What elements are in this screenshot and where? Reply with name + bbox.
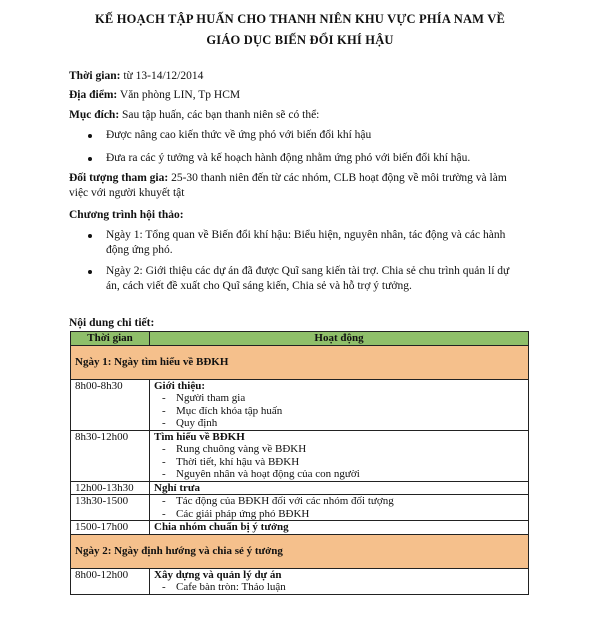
time-label: Thời gian: bbox=[69, 70, 121, 82]
program-bullet-cont: án, cách viết đề xuất cho Quĩ sáng kiến, Chia sẻ và hỗ trợ ý tưởng. bbox=[106, 280, 412, 292]
activity-item: - Các giải pháp ứng phó BĐKH bbox=[162, 507, 310, 520]
time-value: từ 13-14/12/2014 bbox=[120, 70, 204, 82]
purpose-bullet: Được nâng cao kiến thức về ứng phó với biến đổi khí hậu bbox=[106, 129, 372, 141]
table-row bbox=[71, 481, 529, 495]
table-row bbox=[71, 568, 529, 594]
purpose-bullet: Đưa ra các ý tưởng và kế hoạch hành động nhằm ứng phó với biến đổi khí hậu. bbox=[106, 152, 471, 164]
document-title-line-1: KẾ HOẠCH TẬP HUẤN CHO THANH NIÊN KHU VỰC PHÍA NAM VỀ bbox=[94, 12, 506, 26]
table-row bbox=[71, 379, 529, 430]
table-row bbox=[71, 495, 529, 521]
schedule-table bbox=[70, 331, 529, 595]
activity-item: - Quy định bbox=[162, 417, 218, 429]
day-row bbox=[71, 534, 529, 568]
bullet-icon bbox=[86, 229, 97, 243]
activity-item: - Rung chuông vàng về BĐKH bbox=[162, 443, 307, 455]
time-cell: 8h00-12h00 bbox=[71, 568, 150, 594]
activity-cell bbox=[150, 379, 529, 430]
day-row bbox=[71, 345, 529, 379]
activity-cell: Chia nhóm chuẩn bị ý tưởng bbox=[150, 521, 529, 535]
time-cell: 12h00-13h30 bbox=[71, 481, 150, 495]
time-cell: 13h30-1500 bbox=[71, 495, 150, 521]
activity-item: - Thời tiết, khí hậu và BĐKH bbox=[162, 455, 300, 468]
purpose-line bbox=[69, 108, 319, 122]
activity-title: Xây dựng và quản lý dự án bbox=[154, 568, 282, 581]
activity-cell: Nghỉ trưa bbox=[150, 481, 529, 495]
purpose-value: Sau tập huấn, các bạn thanh niên sẽ có thể: bbox=[119, 109, 320, 121]
audience-line-2: việc với người khuyết tật bbox=[69, 187, 185, 199]
detail-heading: Nội dung chi tiết: bbox=[69, 317, 155, 329]
audience-line bbox=[69, 171, 507, 185]
time-cell: 1500-17h00 bbox=[71, 521, 150, 535]
activity-item: - Nguyên nhân và hoạt động của con người bbox=[162, 468, 360, 480]
program-heading: Chương trình hội thảo: bbox=[69, 209, 184, 221]
time-cell: 8h00-8h30 bbox=[71, 379, 150, 430]
day-1-label: Ngày 1: Ngày tìm hiểu về BĐKH bbox=[71, 345, 529, 379]
activity-item: - Tác động của BĐKH đối với các nhóm đối tượng bbox=[162, 495, 394, 507]
time-cell: 8h30-12h00 bbox=[71, 430, 150, 481]
bullet-icon bbox=[86, 129, 97, 143]
program-bullet: Ngày 1: Tổng quan về Biến đổi khí hậu: Biểu hiện, nguyên nhân, tác động và các hành bbox=[106, 229, 506, 241]
column-header-activity: Hoạt động bbox=[150, 332, 529, 346]
program-bullet: Ngày 2: Giới thiệu các dự án đã được Quĩ sang kiến tài trợ. Chia sẻ chu trình quản lí dự bbox=[106, 265, 510, 277]
table-row bbox=[71, 430, 529, 481]
day-2-label: Ngày 2: Ngày định hướng và chia sẻ ý tưởng bbox=[71, 534, 529, 568]
activity-item: - Người tham gia bbox=[162, 392, 246, 404]
activity-cell bbox=[150, 568, 529, 594]
column-header-time: Thời gian bbox=[71, 332, 150, 346]
program-bullet-cont: động ứng phó. bbox=[106, 244, 173, 256]
place-label: Địa điểm: bbox=[69, 89, 118, 101]
activity-title: Tìm hiểu về BĐKH bbox=[154, 430, 245, 443]
audience-value: 25-30 thanh niên đến từ các nhóm, CLB hoạt động về môi trường và làm bbox=[168, 172, 507, 184]
activity-title: Giới thiệu: bbox=[154, 379, 206, 392]
activity-cell bbox=[150, 495, 529, 521]
activity-cell bbox=[150, 430, 529, 481]
place-value: Văn phòng LIN, Tp HCM bbox=[117, 89, 241, 101]
table-row bbox=[71, 521, 529, 535]
time-line bbox=[69, 69, 203, 83]
bullet-icon bbox=[86, 152, 97, 166]
bullet-icon bbox=[86, 265, 97, 279]
document-title-line-2: GIÁO DỤC BIẾN ĐỔI KHÍ HẬU bbox=[206, 33, 394, 47]
purpose-label: Mục đích: bbox=[69, 109, 120, 121]
audience-label: Đối tượng tham gia: bbox=[69, 172, 169, 184]
table-header-row bbox=[71, 332, 529, 346]
activity-item: - Cafe bàn tròn: Thảo luận bbox=[162, 581, 286, 593]
place-line bbox=[69, 88, 240, 102]
activity-item: - Mục đích khóa tập huấn bbox=[162, 404, 283, 417]
